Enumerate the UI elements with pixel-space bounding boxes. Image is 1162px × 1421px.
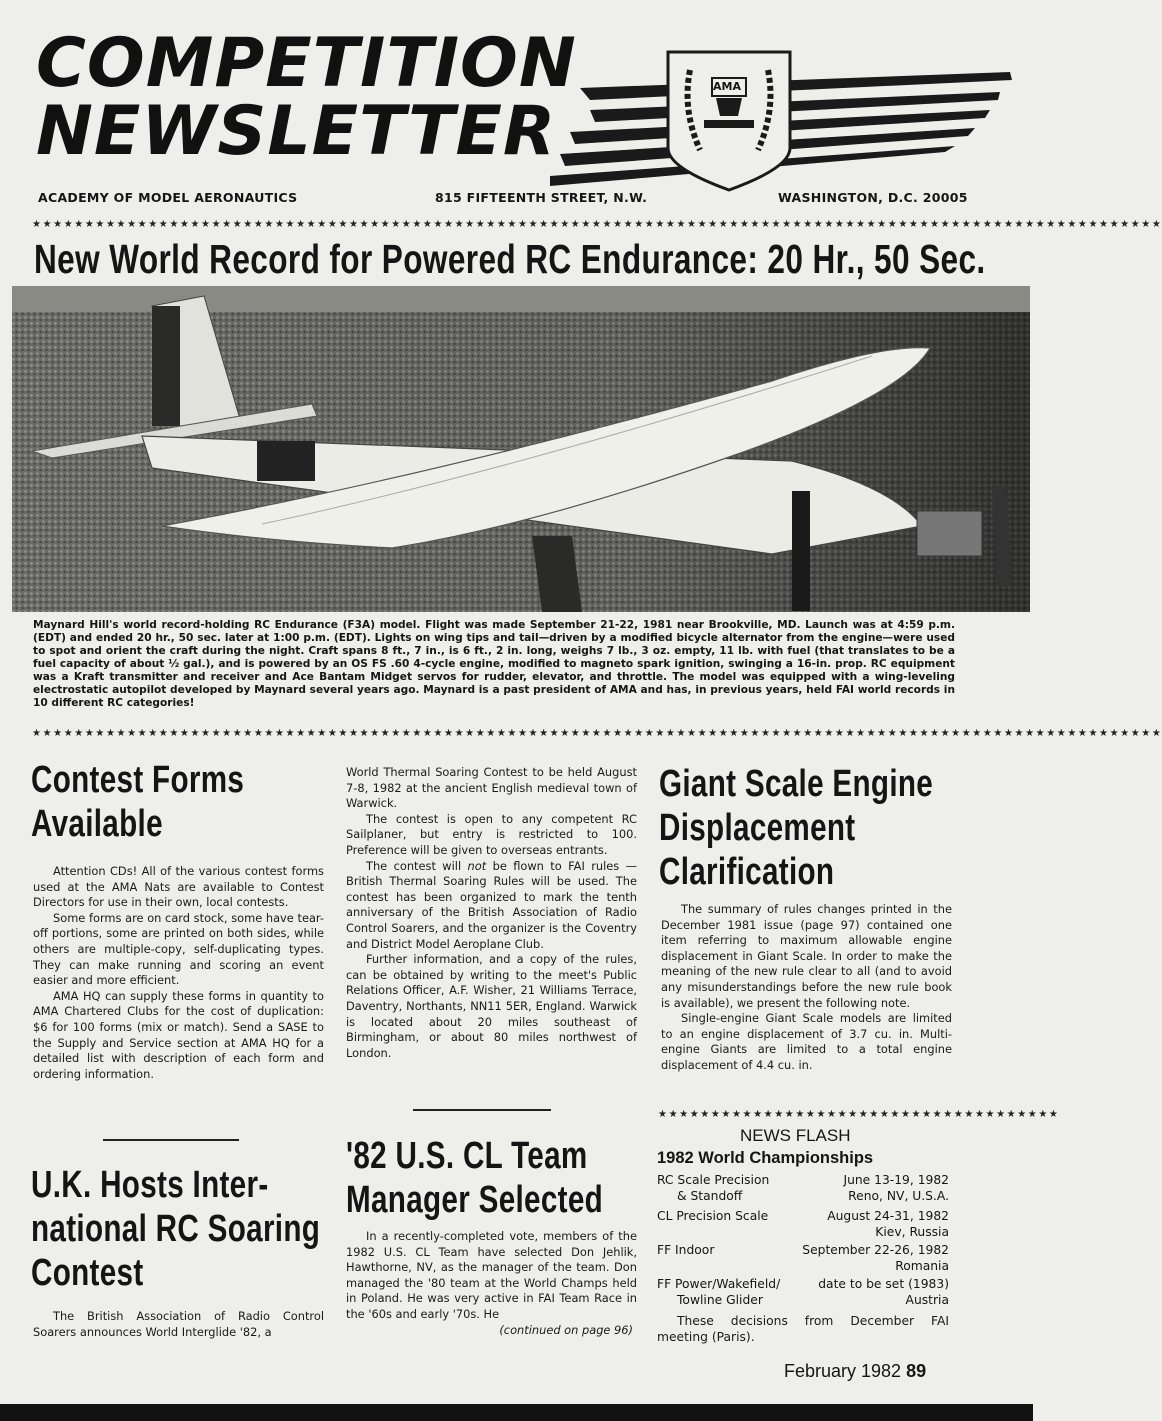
giant-scale-body: The summary of rules changes printed in the December 1981 issue (page 97) contained one item referring to maximum allowable engine displacement in Giant Scale. In order to make the meaning of the new rule clear to all (and to avoid any misunderstandings before the new rule book is available), we present the following note. Single-engine Giant Scale models are limited to an engine displacement of 3.7 cu. in. Multi-engine Giants are limited to a total engine displacement of 4.4 cu. in. [661,902,952,1072]
newsletter-title [36,24,596,171]
star-divider-2: ★★★★★★★★★★★★★★★★★★★★★★★★★★★★★★★★★★★★★★★★★★★★★★★★★★★★★★★★★★★★★★★★★★★★★★★★★★★★★★★★★★★★★★★★★★★★★★★★★★★★★★★★★★★ [32,728,1162,739]
lead-headline: New World Record for Powered RC Endurance: 20 Hr., 50 Sec. [34,236,986,282]
giant-scale-heading: Giant Scale Engine Displacement Clarification [659,763,934,893]
cl-team-body: In a recently-completed vote, members of the 1982 U.S. CL Team have selected Don Jehlik, Hawthorne, NV, as the manager of the team. Don managed the '80 team at the World Champs held in Poland. He was very active in FAI Team Race in the '60s and early '70s. He (continued on page 96) [346,1229,637,1337]
org-name: ACADEMY OF MODEL AERONAUTICS [38,190,298,205]
star-divider: ★★★★★★★★★★★★★★★★★★★★★★★★★★★★★★★★★★★★★★★★★★★★★★★★★★★★★★★★★★★★★★★★★★★★★★★★★★★★★★★★★★★★★★★★★★★★★★★★★★★★★★★★★★★ [32,219,1162,230]
continued-note: (continued on page 96) [499,1322,633,1337]
scan-border [0,1404,1033,1421]
contest-forms-body: Attention CDs! All of the various contest forms used at the AMA Nats are available to Contest Directors for use in their own, local contests. Some forms are on card stock, some have tear-off portions, some are printed on both sides, while others are multiple-copy, self-duplicating types. They can make running and scoring an event easier and more efficient. AMA HQ can supply these forms in quantity to AMA Chartered Clubs for the cost of duplication: $6 for 100 forms (mix or match). Send a SASE to the Supply and Service section at AMA HQ for a detailed list with description of each form and ordering information. [33,864,324,1081]
news-flash-title: NEWS FLASH [740,1126,851,1145]
championship-row: CL Precision Scale August 24-31, 1982 Kiev, Russia [657,1209,949,1240]
star-divider-3: ★★★★★★★★★★★★★★★★★★★★★★★★★★★★★★★★★★★★★★ [658,1109,1060,1120]
news-flash-note: These decisions from December FAI meeting (Paris). [657,1314,949,1344]
championship-row: RC Scale Precision & Standoff June 13-19, 1982 Reno, NV, U.S.A. [657,1173,949,1204]
news-flash-subtitle: 1982 World Championships [657,1149,874,1167]
title-line-2: NEWSLETTER [36,92,557,171]
divider-rule [103,1139,239,1141]
uk-soaring-heading: U.K. Hosts Inter- national RC Soaring Contest [31,1164,321,1294]
issue-date: February 1982 [784,1361,902,1381]
photo-caption: Maynard Hill's world record-holding RC Endurance (F3A) model. Flight was made September 21-22, 1981 near Brookville, MD. Launch was at 4:59 p.m. (EDT) and ended 20 hr., 50 sec. later at 1:00 p.m. (EDT). Lights on wing tips and tail—driven by a modified bicycle alternator from the engine—were used to spot and orient the craft during the night. Craft spans 8 ft., 7 in., is 6 ft., 2 in. long, weighs 7 lb., 3 oz. empty, 11 lb. with fuel (that translates to be a fuel capacity of about ½ gal.), and is powered by an OS FS .60 4-cycle engine, modified to magneto spark ignition, swinging a 16-in. prop. RC equipment was a Kraft transmitter and receiver and Ace Bantam Midget servos for rudder, elevator, and throttle. The model was equipped with a wing-leveling electrostatic autopilot developed by Maynard several years ago. Maynard is a past president of AMA and has, in previous years, held FAI world records in 10 different RC categories! [33,619,955,709]
page-footer [784,1361,926,1382]
record-airplane-photo [12,286,1030,612]
page-number: 89 [906,1361,927,1381]
street-address: 815 FIFTEENTH STREET, N.W. [435,190,648,205]
uk-soaring-body-cont: World Thermal Soaring Contest to be held August 7-8, 1982 at the ancient English medieval town of Warwick. The contest is open to any competent RC Sailplaner, but entry is restricted to 100. Preference will be given to overseas entrants. The contest will not be flown to FAI rules —British Thermal Soaring Rules will be used. The contest has been organized to mark the tenth anniversary of the British Association of Radio Control Soarers, and the organizer is the Coventry and District Model Aeroplane Club. Further information, and a copy of the rules, can be obtained by writing to the meet's Public Relations Officer, A.F. Wisher, 21 Williams Terrace, Daventry, Northants, NN11 5ER, England. Warwick is located about 20 miles southeast of Birmingham, or about 80 miles northwest of London. [346,765,637,1060]
contest-forms-heading: Contest Forms Available [31,759,245,845]
uk-soaring-body-start: The British Association of Radio Control Soarers announces World Interglide '82, a [33,1309,324,1339]
city-address: WASHINGTON, D.C. 20005 [778,190,968,205]
championship-row: FF Indoor September 22-26, 1982 Romania [657,1243,949,1274]
championship-row: FF Power/Wakefield/ Towline Glider date to be set (1983) Austria [657,1277,949,1308]
title-line-1: COMPETITION [36,24,577,103]
cl-team-heading: '82 U.S. CL Team Manager Selected [346,1135,604,1221]
divider-rule [413,1109,551,1111]
logo-text: AMA [713,80,741,93]
